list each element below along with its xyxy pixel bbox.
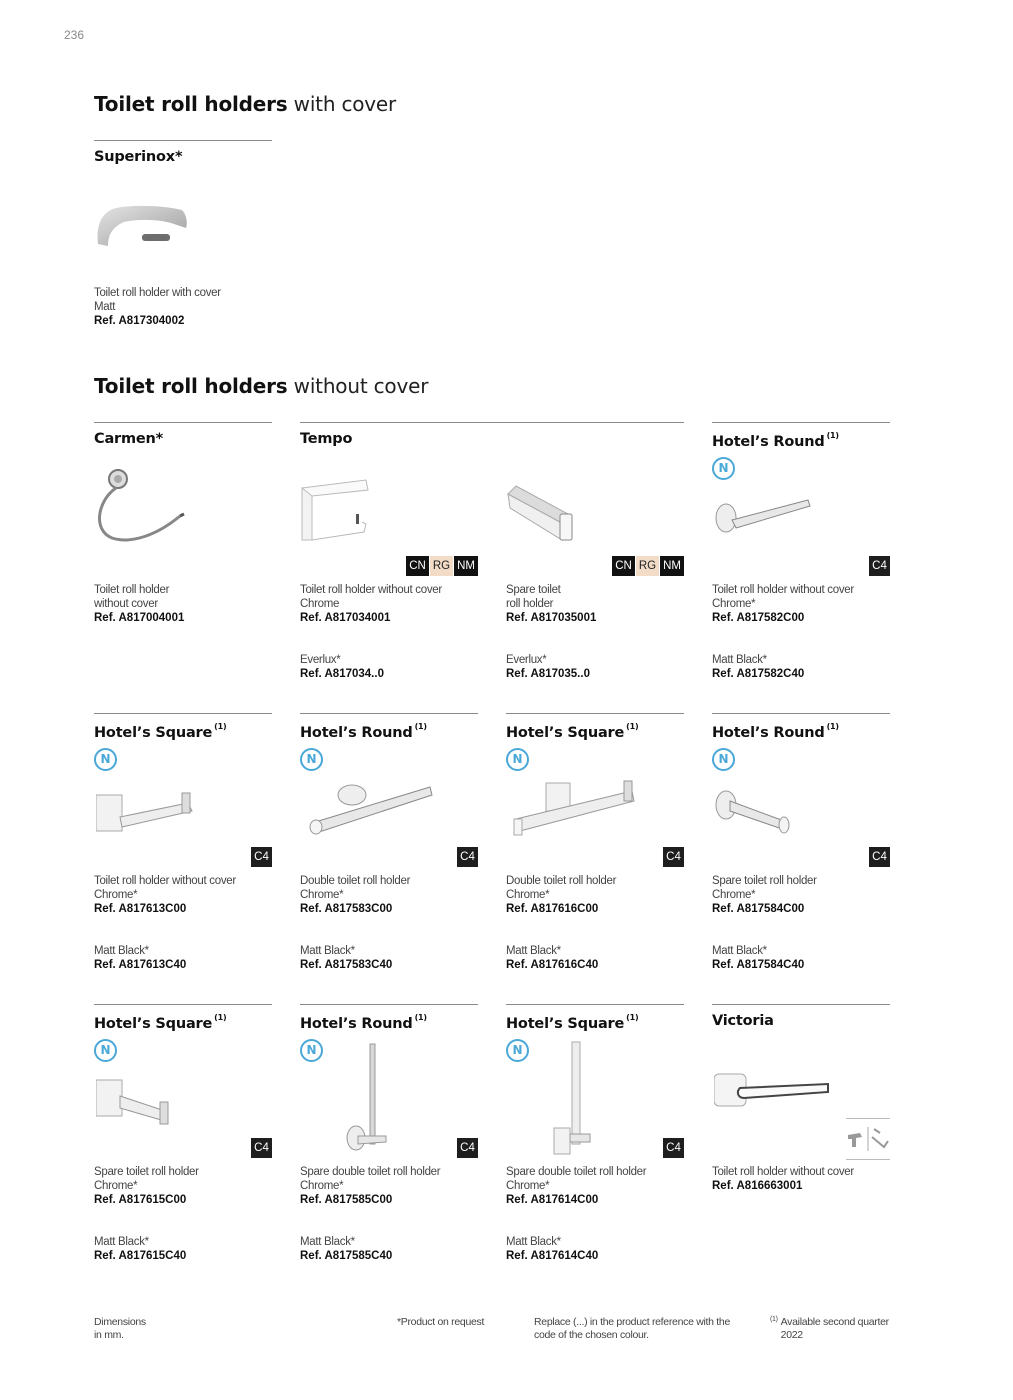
product-name <box>300 722 427 741</box>
alt-finish <box>94 944 186 972</box>
product-description <box>712 874 817 916</box>
alt-finish <box>94 1235 186 1263</box>
footer-line: in mm. <box>94 1329 124 1341</box>
color-options <box>251 847 272 867</box>
footer-dimensions <box>94 1316 146 1342</box>
divider <box>506 713 684 714</box>
tempo-spare-holder-image <box>506 484 586 544</box>
section-title-without-cover <box>94 374 428 398</box>
product-name <box>94 722 226 741</box>
color-options <box>457 847 478 867</box>
description-line: Spare toilet roll holder <box>94 1166 199 1178</box>
new-badge-icon: N <box>506 1039 529 1062</box>
finish-label: Chrome* <box>94 1180 138 1192</box>
product-name-text: Hotel’s Square <box>506 725 625 741</box>
product-ref: Ref. A817035..0 <box>506 668 590 680</box>
description-line: Toilet roll holder with cover <box>94 287 221 299</box>
finish-label: Matt Black* <box>94 945 149 957</box>
color-chip-cn: CN <box>612 556 635 576</box>
footer-line: Replace (...) in the product reference with the <box>534 1316 731 1328</box>
description-line: roll holder <box>506 598 554 610</box>
product-name-text: Hotel’s Square <box>94 725 213 741</box>
color-chip-c4: C4 <box>457 1138 478 1158</box>
product-description <box>506 1165 646 1207</box>
color-chip-nm: NM <box>454 556 478 576</box>
hotels-square-double-holder-image <box>512 779 642 839</box>
footnote-mark: (1) <box>214 1013 227 1022</box>
footnote-mark: (1) <box>826 722 839 731</box>
finish-label: Chrome* <box>300 889 344 901</box>
product-name-text: Hotel’s Square <box>506 1016 625 1032</box>
product-name-text: Hotel’s Round <box>300 1016 413 1032</box>
carmen-holder-image <box>94 464 189 544</box>
hotels-round-double-holder-image <box>306 779 436 835</box>
color-options <box>663 1138 684 1158</box>
new-badge-icon: N <box>712 748 735 771</box>
footnote-mark: (1) <box>626 1013 639 1022</box>
footnote-mark: (1) <box>414 1013 427 1022</box>
hotels-round-holder-image <box>714 498 814 538</box>
finish-label: Matt Black* <box>300 945 355 957</box>
divider <box>712 422 890 423</box>
description-line: Toilet roll holder without cover <box>712 1166 854 1178</box>
color-chip-c4: C4 <box>663 1138 684 1158</box>
finish-label: Chrome* <box>506 889 550 901</box>
footer-line: Available second quarter <box>780 1316 889 1328</box>
product-ref: Ref. A817585C00 <box>300 1194 393 1206</box>
tempo-holder-image <box>300 476 380 546</box>
product-name-text: Hotel’s Round <box>712 725 825 741</box>
product-name <box>94 1013 226 1032</box>
color-options <box>869 847 890 867</box>
finish-label: Matt Black* <box>94 1236 149 1248</box>
color-chip-c4: C4 <box>869 556 890 576</box>
alt-finish <box>300 653 384 681</box>
section-title-with-cover <box>94 92 396 116</box>
product-ref: Ref. A817615C40 <box>94 1250 187 1262</box>
section-title-bold: Toilet roll holders <box>94 374 288 398</box>
product-ref: Ref. A817616C40 <box>506 959 599 971</box>
product-ref: Ref. A817585C40 <box>300 1250 393 1262</box>
description-line: Spare double toilet roll holder <box>300 1166 441 1178</box>
description-line: Toilet roll holder without cover <box>712 584 854 596</box>
product-name: Superinox* <box>94 149 183 165</box>
product-ref: Ref. A817583C00 <box>300 903 393 915</box>
description-line: Spare toilet <box>506 584 561 596</box>
divider <box>300 713 478 714</box>
description-line: Spare double toilet roll holder <box>506 1166 647 1178</box>
product-description <box>712 1165 854 1193</box>
footer-replace-note <box>534 1316 730 1342</box>
product-name <box>300 1013 427 1032</box>
footer-availability <box>770 1316 889 1342</box>
new-badge-icon: N <box>712 457 735 480</box>
finish-label: Everlux* <box>506 654 547 666</box>
section-title-bold: Toilet roll holders <box>94 92 288 116</box>
color-options <box>457 1138 478 1158</box>
section-title-light: without cover <box>293 374 429 398</box>
hotels-round-spare-holder-image <box>714 787 794 837</box>
product-name-text: Hotel’s Round <box>712 434 825 450</box>
product-ref: Ref. A817034001 <box>300 612 391 624</box>
product-name <box>712 722 839 741</box>
product-description <box>300 874 410 916</box>
new-badge-icon: N <box>300 1039 323 1062</box>
product-name <box>506 1013 638 1032</box>
new-badge-icon: N <box>506 748 529 771</box>
divider <box>94 713 272 714</box>
product-ref: Ref. A817035001 <box>506 612 597 624</box>
product-ref: Ref. A817614C00 <box>506 1194 599 1206</box>
product-ref: Ref. A817584C00 <box>712 903 805 915</box>
description-line: Toilet roll holder <box>94 584 170 596</box>
color-options <box>406 556 478 576</box>
footer-on-request: *Product on request <box>397 1316 485 1328</box>
alt-finish <box>300 1235 392 1263</box>
installation-options <box>846 1118 890 1160</box>
product-description <box>94 874 236 916</box>
color-chip-c4: C4 <box>251 1138 272 1158</box>
finish-label: Matt Black* <box>300 1236 355 1248</box>
finish-label: Chrome* <box>712 889 756 901</box>
product-description <box>712 583 854 625</box>
hotels-square-spare-double-holder-image <box>550 1040 600 1160</box>
product-ref: Ref. A816663001 <box>712 1180 803 1192</box>
product-ref: Ref. A817304002 <box>94 315 185 327</box>
product-ref: Ref. A817583C40 <box>300 959 393 971</box>
divider <box>94 422 272 423</box>
new-badge-icon: N <box>94 1039 117 1062</box>
product-name: Victoria <box>712 1013 774 1029</box>
alt-finish <box>712 944 804 972</box>
finish-label: Matt Black* <box>712 945 767 957</box>
toilet-roll-holder-with-cover-image <box>94 198 190 250</box>
divider <box>94 1004 272 1005</box>
finish-label: Chrome* <box>712 598 756 610</box>
divider <box>300 1004 478 1005</box>
product-name-text: Hotel’s Round <box>300 725 413 741</box>
hotels-square-spare-holder-image <box>96 1076 176 1128</box>
alt-finish <box>300 944 392 972</box>
finish-label: Matt <box>94 301 116 313</box>
description-line: Toilet roll holder without cover <box>300 584 442 596</box>
color-options <box>612 556 684 576</box>
color-chip-c4: C4 <box>663 847 684 867</box>
divider <box>300 422 684 423</box>
product-ref: Ref. A817613C00 <box>94 903 187 915</box>
product-description <box>94 286 221 328</box>
color-options <box>663 847 684 867</box>
footer-line: code of the chosen colour. <box>534 1329 649 1341</box>
product-ref: Ref. A817614C40 <box>506 1250 599 1262</box>
alt-finish <box>506 653 590 681</box>
product-ref: Ref. A817582C40 <box>712 668 805 680</box>
color-chip-cn: CN <box>406 556 429 576</box>
description-line: without cover <box>94 598 158 610</box>
product-ref: Ref. A817613C40 <box>94 959 187 971</box>
description-line: Spare toilet roll holder <box>712 875 817 887</box>
footnote-mark: (1) <box>626 722 639 731</box>
finish-label: Matt Black* <box>506 945 561 957</box>
section-title-light: with cover <box>293 92 397 116</box>
divider <box>712 1004 890 1005</box>
product-description <box>94 583 184 625</box>
product-ref: Ref. A817616C00 <box>506 903 599 915</box>
product-name-text: Hotel’s Square <box>94 1016 213 1032</box>
product-ref: Ref. A817615C00 <box>94 1194 187 1206</box>
alt-finish <box>506 944 598 972</box>
product-description <box>300 1165 440 1207</box>
product-name <box>712 431 839 450</box>
page-number: 236 <box>64 28 85 42</box>
footnote-mark: (1) <box>214 722 227 731</box>
color-chip-c4: C4 <box>869 847 890 867</box>
color-chip-rg: RG <box>636 556 659 576</box>
footnote-mark: (1) <box>770 1316 778 1323</box>
product-ref: Ref. A817582C00 <box>712 612 805 624</box>
divider <box>712 713 890 714</box>
footnote-mark: (1) <box>826 431 839 440</box>
alt-finish <box>506 1235 598 1263</box>
hotels-square-holder-image <box>96 787 196 833</box>
product-ref: Ref. A817034..0 <box>300 668 384 680</box>
color-chip-c4: C4 <box>457 847 478 867</box>
alt-finish <box>712 653 804 681</box>
finish-label: Matt Black* <box>712 654 767 666</box>
product-ref: Ref. A817004001 <box>94 612 185 624</box>
product-ref: Ref. A817584C40 <box>712 959 805 971</box>
description-line: Toilet roll holder without cover <box>94 875 236 887</box>
finish-label: Chrome <box>300 598 340 610</box>
color-chip-nm: NM <box>660 556 684 576</box>
color-chip-rg: RG <box>430 556 453 576</box>
victoria-holder-image <box>714 1070 834 1110</box>
color-chip-c4: C4 <box>251 847 272 867</box>
color-options <box>869 556 890 576</box>
adhesive-icon <box>870 1119 890 1159</box>
product-description <box>506 583 596 625</box>
product-name <box>506 722 638 741</box>
hotels-round-spare-double-holder-image <box>344 1040 394 1160</box>
footer-line: Dimensions <box>94 1316 146 1328</box>
finish-label: Everlux* <box>300 654 341 666</box>
product-name: Carmen* <box>94 431 164 447</box>
divider <box>94 140 272 141</box>
product-name: Tempo <box>300 431 353 447</box>
product-description <box>300 583 442 625</box>
product-description <box>94 1165 199 1207</box>
description-line: Double toilet roll holder <box>506 875 617 887</box>
footnote-mark: (1) <box>414 722 427 731</box>
finish-label: Matt Black* <box>506 1236 561 1248</box>
product-description <box>506 874 616 916</box>
new-badge-icon: N <box>300 748 323 771</box>
finish-label: Chrome* <box>506 1180 550 1192</box>
color-options <box>251 1138 272 1158</box>
footer-line: 2022 <box>780 1329 803 1341</box>
divider <box>506 1004 684 1005</box>
finish-label: Chrome* <box>300 1180 344 1192</box>
description-line: Double toilet roll holder <box>300 875 411 887</box>
finish-label: Chrome* <box>94 889 138 901</box>
new-badge-icon: N <box>94 748 117 771</box>
